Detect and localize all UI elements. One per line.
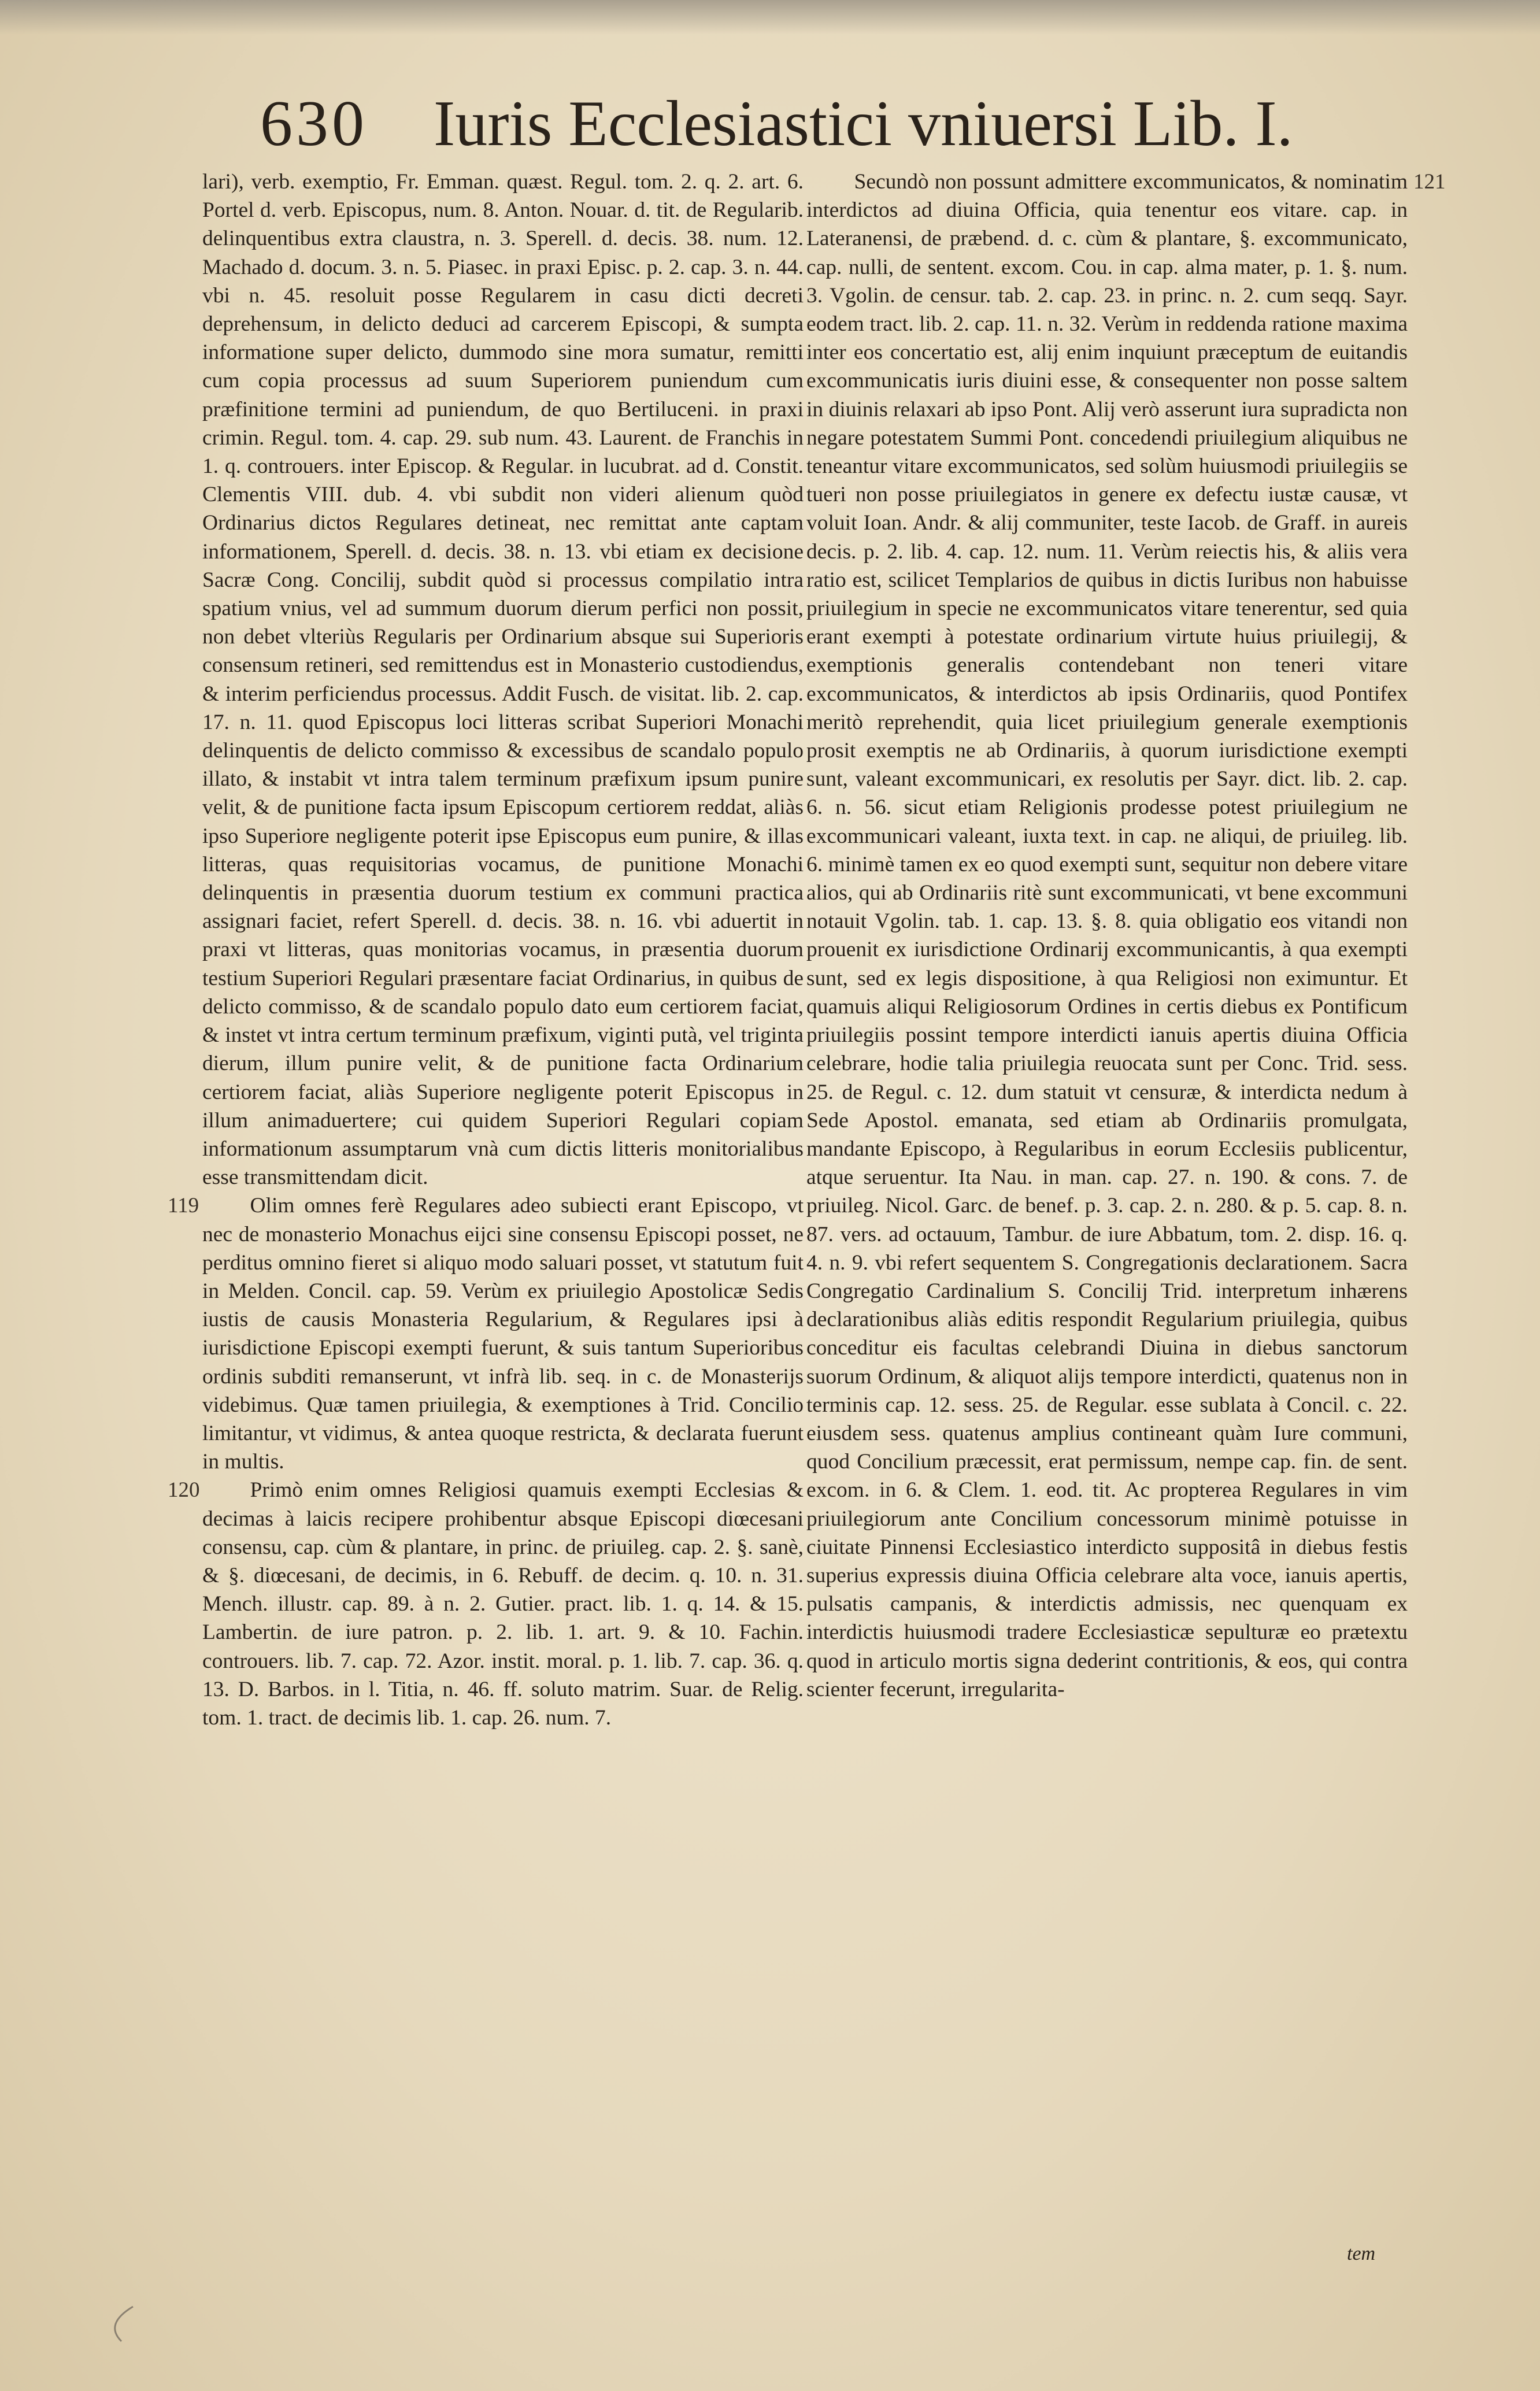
running-title: Iuris Ecclesiastici vniuersi Lib. I.: [434, 88, 1293, 160]
paragraph-119-text: Olim omnes ferè Regulares adeo subiecti erant Episcopo, vt nec de monasterio Monachus eijci sine consensu Episcopi posset, ne perditus omnino fieret si aliquo modo saluari posset, vt statutum fuit in Melden. Concil. cap. 59. Verùm ex priuilegio Apostolicæ Sedis iustis de causis Monasteria Regularium, & Regulares ipsi à iurisdictione Episcopi exempti fuerunt, & suis tantum Superioribus ordinis subditi remanserunt, vt infrà lib. seq. in c. de Monasterijs videbimus. Quæ tamen priuilegia, & exemptiones à Trid. Concilio limitantur, vt vidimus, & antea quoque restricta, & declarata fuerunt in multis.: [202, 1194, 804, 1474]
page-header: [260, 87, 1335, 168]
right-column: [806, 168, 1446, 1704]
page-number: 630: [260, 88, 368, 160]
margin-number-119: 119: [168, 1194, 199, 1218]
paragraph-120-text: Primò enim omnes Religiosi quamuis exempti Ecclesias & decimas à laicis recipere prohibentur absque Episcopi diœcesani consensu, cap. cùm & plantare, in princ. de priuileg. cap. 2. §. sanè, & §. diœcesani, de decimis, in 6. Rebuff. de decim. q. 10. n. 31. Mench. illustr. cap. 89. à n. 2. Gutier. pract. lib. 1. q. 14. & 15. Lambertin. de iure patron. p. 2. lib. 1. art. 9. & 10. Fachin. controuers. lib. 7. cap. 72. Azor. instit. moral. p. 1. lib. 7. cap. 36. q. 13. D. Barbos. in l. Titia, n. 46. ff. soluto matrim. Suar. de Relig. tom. 1. tract. de decimis lib. 1. cap. 26. num. 7.: [202, 1478, 804, 1730]
left-column: [168, 168, 804, 1732]
paragraph-120: [168, 1476, 804, 1732]
catchword: tem: [1347, 2243, 1376, 2264]
margin-number-121: 121: [1413, 170, 1446, 194]
margin-number-120: 120: [168, 1478, 200, 1502]
pencil-mark-icon: [92, 2301, 139, 2347]
paragraph-continued: lari), verb. exemptio, Fr. Emman. quæst. Regul. tom. 2. q. 2. art. 6. Portel d. verb. Episcopus, num. 8. Anton. Nouar. d. tit. de Regularib. delinquentibus extra claustra, n. 3. Sperell. d. decis. 38. num. 12. Machado d. docum. 3. n. 5. Piasec. in praxi Episc. p. 2. cap. 3. n. 44. vbi n. 45. resoluit posse Regularem in casu dicti decreti deprehensum, in delicto deduci ad carcerem Episcopi, & sumpta informatione super delicto, dummodo sine mora sumatur, remitti cum copia processus ad suum Superiorem puniendum cum præfinitione termini ad puniendum, de quo Bertiluceni. in praxi crimin. Regul. tom. 4. cap. 29. sub num. 43. Laurent. de Franchis in 1. q. controuers. inter Episcop. & Regular. in lucubrat. ad d. Constit. Clementis VIII. dub. 4. vbi subdit non videri alienum quòd Ordinarius dictos Regulares detineat, nec remittat ante captam informationem, Sperell. d. decis. 38. n. 13. vbi etiam ex decisione Sacræ Cong. Concilij, subdit quòd si processus compilatio intra spatium vnius, vel ad summum duorum dierum perfici non possit, non debet vlteriùs Regularis per Ordinarium absque sui Superioris consensum retineri, sed remittendus est in Monasterio custodiendus, & interim perficiendus processus. Addit Fusch. de visitat. lib. 2. cap. 17. n. 11. quod Episcopus loci litteras scribat Superiori Monachi delinquentis de delicto commisso & excessibus de scandalo populo illato, & instabit vt intra talem terminum præfixum ipsum punire velit, & de punitione facta ipsum Episcopum certiorem reddat, aliàs ipso Superiore negligente poterit ipse Episcopus eum punire, & illas litteras, quas requisitorias vocamus, de punitione Monachi delinquentis in præsentia duorum testium ex communi practica assignari faciet, refert Sperell. d. decis. 38. n. 16. vbi aduertit in praxi vt litteras, quas monitorias vocamus, in præsentia duorum testium Superiori Regulari præsentare faciat Ordinarius, in quibus de delicto commisso, & de scandalo populo dato eum certiorem faciat, & instet vt intra certum terminum præfixum, viginti putà, vel triginta dierum, illum punire velit, & de punitione facta Ordinarium certiorem faciat, aliàs Superiore negligente poterit Episcopus in illum animaduertere; cui quidem Superiori Regulari copiam informationum assumptarum vnà cum dictis litteris monitorialibus esse transmittendam dicit.: [202, 170, 804, 1190]
paragraph-121: [806, 168, 1446, 1704]
paragraph-119: [168, 1191, 804, 1476]
paragraph-121-text: Secundò non possunt admittere excommunicatos, & nominatim interdictos ad diuina Officia, quia tenentur eos vitare. cap. in Lateranensi, de præbend. d. c. cùm & plantare, §. excommunicato, cap. nulli, de sentent. excom. Cou. in cap. alma mater, p. 1. §. num. 3. Vgolin. de censur. tab. 2. cap. 23. in princ. n. 2. cum seqq. Sayr. eodem tract. lib. 2. cap. 11. n. 32. Verùm in reddenda ratione maxima inter eos concertatio est, alij enim inquiunt præceptum de euitandis excommunicatis iuris diuini esse, & consequenter non posse saltem in diuinis relaxari ab ipso Pont. Alij verò asserunt iura supradicta non negare potestatem Summi Pont. concedendi priuilegium aliquibus ne teneantur vitare excommunicatos, sed solùm huiusmodi priuilegiis se tueri non posse priuilegiatos in genere ex defectu iustæ causæ, vt voluit Ioan. Andr. & alij communiter, teste Iacob. de Graff. in aureis decis. p. 2. lib. 4. cap. 12. num. 11. Verùm reiectis his, & aliis vera ratio est, scilicet Templarios de quibus in dictis Iuribus non habuisse priuilegium in specie ne excommunicatos vitare tenerentur, sed quia erant exempti à potestate ordinarium virtute huius priuilegij, & exemptionis generalis contendebant non teneri vitare excommunicatos, & interdictos ab ipsis Ordinariis, quod Pontifex meritò reprehendit, quia licet priuilegium generale exemptionis prosit exemptis ne ab Ordinariis, à quorum iurisdictione exempti sunt, valeant excommunicari, ex resolutis per Sayr. dict. lib. 2. cap. 6. n. 56. sicut etiam Religionis prodesse potest priuilegium ne excommunicari valeant, iuxta text. in cap. ne aliqui, de priuileg. lib. 6. minimè tamen ex eo quod exempti sunt, sequitur non debere vitare alios, qui ab Ordinariis ritè sunt excommunicati, vt bene excommuni notauit Vgolin. tab. 1. cap. 13. §. 8. quia obligatio eos vitandi non prouenit ex iurisdictione Ordinarij excommunicantis, à qua exempti sunt, sed ex legis dispositione, à qua Religiosi non eximuntur. Et quamuis aliqui Religiosorum Ordines in certis diebus ex Pontificum priuilegiis possint tempore interdicti ianuis apertis diuina Officia celebrare, hodie talia priuilegia reuocata sunt per Conc. Trid. sess. 25. de Regul. c. 12. dum statuit vt censuræ, & interdicta nedum à Sede Apostol. emanata, sed etiam ab Ordinariis promulgata, mandante Episcopo, à Regularibus in eorum Ecclesiis publicentur, atque seruentur. Ita Nau. in man. cap. 27. n. 190. & cons. 7. de priuileg. Nicol. Garc. de benef. p. 3. cap. 2. n. 280. & p. 5. cap. 8. n. 87. vers. ad octauum, Tambur. de iure Abbatum, tom. 2. disp. 16. q. 4. n. 9. vbi refert sequentem S. Congregationis declarationem. Sacra Congregatio Cardinalium S. Concilij Trid. interpretum inhærens declarationibus aliàs editis respondit Regularium priuilegia, quibus conceditur eis facultas celebrandi Diuina in diebus sanctorum suorum Ordinum, & aliquot alijs tempore interdicti, quatenus non in terminis cap. 12. sess. 25. de Regular. esse sublata à Concil. c. 22. eiusdem sess. quatenus amplius contineant quàm Iure communi, quod Concilium præcessit, erat permissum, nempe cap. fin. de sent. excom. in 6. & Clem. 1. eod. tit. Ac propterea Regulares in vim priuilegiorum ante Concilium concessorum minimè potuisse in ciuitate Pinnensi Ecclesiastico interdicto suppositâ in diebus festis superius expressis diuina Officia celebrare alta voce, ianuis apertis, pulsatis campanis, & interdictis admissis, nec quenquam ex interdictis huiusmodi tradere Ecclesiasticæ sepulturæ eo prætextu quod in articulo mortis signa dederint contritionis, & eos, qui contra scienter fecerunt, irregularita-: [806, 170, 1408, 1701]
